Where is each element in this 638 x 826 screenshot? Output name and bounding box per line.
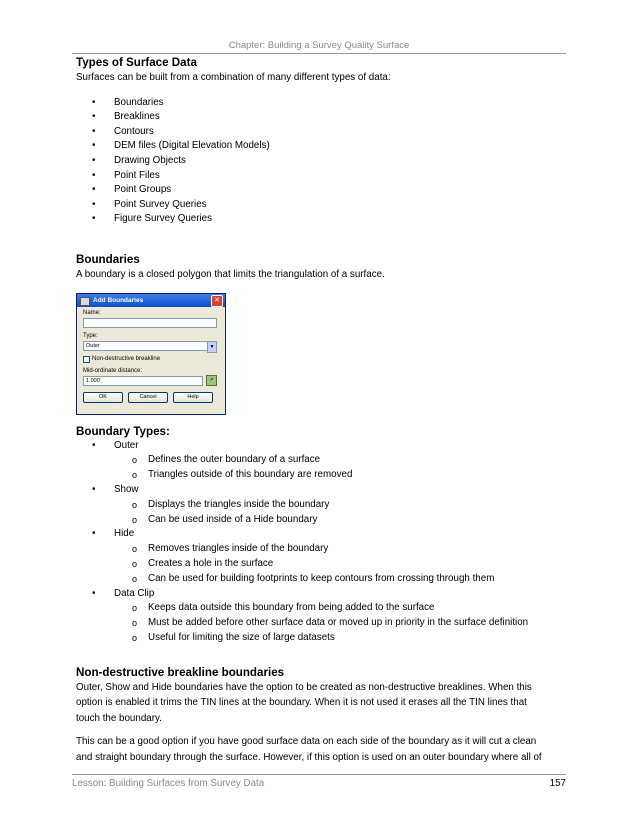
list-item: • Figure Survey Queries	[76, 212, 572, 227]
boundary-type-name: Data Clip	[114, 587, 155, 599]
sub-item: o Triangles outside of this boundary are removed	[76, 468, 572, 483]
footer-rule	[72, 774, 566, 775]
ok-button[interactable]: OK	[83, 392, 123, 403]
non-destructive-paragraph-2	[76, 734, 572, 765]
heading-boundary-types: Boundary Types:	[76, 424, 170, 438]
boundary-type-sublist	[114, 498, 572, 528]
heading-boundaries: Boundaries	[76, 252, 140, 266]
list-item: • Contours	[76, 125, 572, 140]
cancel-button[interactable]: Cancel	[128, 392, 168, 403]
dialog-title-bar	[77, 294, 225, 307]
list-item: • Point Groups	[76, 183, 572, 198]
sub-item: o Defines the outer boundary of a surface	[76, 453, 572, 468]
dialog-app-icon	[80, 297, 90, 306]
surface-data-list	[76, 96, 572, 227]
non-destructive-paragraph-1	[76, 680, 572, 727]
help-button[interactable]: Help	[173, 392, 213, 403]
name-label: Name:	[83, 309, 101, 316]
list-item: • Breaklines	[76, 110, 572, 125]
non-destructive-checkbox-row[interactable]	[83, 356, 219, 363]
text-line: This can be a good option if you have good surface data on each side of the boundary as it will cut a clean	[76, 736, 537, 748]
sub-item: o Can be used inside of a Hide boundary	[76, 513, 572, 528]
list-item: • Drawing Objects	[76, 154, 572, 169]
sub-item: o Removes triangles inside of the boundary	[76, 542, 572, 557]
boundary-type-name: Hide	[114, 528, 135, 540]
add-boundaries-dialog	[76, 293, 226, 415]
chevron-down-icon[interactable]: ▼	[207, 341, 217, 353]
text-line: and straight boundary through the surface. However, if this option is used on an outer boundary where all of	[76, 752, 542, 764]
dialog-buttons	[83, 392, 219, 403]
type-select-value: Outer	[86, 342, 100, 349]
boundary-types-list	[76, 439, 572, 646]
list-item: • Point Survey Queries	[76, 198, 572, 213]
boundary-type-sublist	[114, 453, 572, 483]
boundary-type-sublist	[114, 542, 572, 586]
name-input[interactable]	[83, 318, 217, 328]
non-destructive-checkbox[interactable]	[83, 356, 90, 363]
sub-item: o Keeps data outside this boundary from being added to the surface	[76, 601, 572, 616]
boundary-type-item	[76, 527, 572, 586]
boundary-type-sublist	[114, 601, 572, 645]
boundary-type-item	[76, 439, 572, 483]
boundary-type-name: Show	[114, 483, 139, 495]
sub-item: o Useful for limiting the size of large datasets	[76, 631, 572, 646]
list-item: • Boundaries	[76, 96, 572, 111]
pick-distance-icon[interactable]: ↗	[206, 375, 217, 386]
mid-ordinate-row	[83, 375, 219, 390]
boundary-type-name: Outer	[114, 439, 139, 451]
page-content	[76, 56, 572, 766]
heading-types-of-surface-data: Types of Surface Data	[76, 56, 197, 69]
header-rule	[72, 53, 566, 54]
sub-item: o Must be added before other surface data or moved up in priority in the surface definition	[76, 616, 572, 631]
text-line: Outer, Show and Hide boundaries have the option to be created as non-destructive breaklines. When this	[76, 681, 532, 693]
text-line: touch the boundary.	[76, 712, 162, 724]
close-icon[interactable]: ✕	[211, 295, 223, 307]
type-label: Type:	[83, 332, 98, 339]
boundary-type-item	[76, 483, 572, 527]
text-line: option is enabled it trims the TIN lines at the boundary. When it is not used it erases all the TIN lines that	[76, 697, 527, 709]
types-intro: Surfaces can be built from a combination of many different types of data:	[76, 72, 391, 83]
type-select[interactable]	[83, 341, 217, 351]
sub-item: o Can be used for building footprints to keep contours from crossing through them	[76, 572, 572, 587]
sub-item: o Creates a hole in the surface	[76, 557, 572, 572]
sub-item: o Displays the triangles inside the boundary	[76, 498, 572, 513]
footer-lesson: Lesson: Building Surfaces from Survey Data	[72, 778, 265, 789]
page-number: 157	[549, 778, 566, 789]
heading-non-destructive: Non-destructive breakline boundaries	[76, 665, 285, 679]
boundaries-intro: A boundary is a closed polygon that limits the triangulation of a surface.	[76, 268, 385, 280]
mid-ordinate-input[interactable]: 1.000'	[83, 376, 203, 386]
boundary-type-item	[76, 587, 572, 646]
dialog-title: Add Boundaries	[93, 296, 144, 304]
dialog-body	[83, 310, 219, 403]
list-item: • Point Files	[76, 169, 572, 184]
running-header: Chapter: Building a Survey Quality Surface	[228, 40, 410, 51]
mid-ordinate-label: Mid-ordinate distance:	[83, 367, 143, 374]
list-item: • DEM files (Digital Elevation Models)	[76, 139, 572, 154]
non-destructive-label: Non-destructive breakline	[92, 355, 161, 362]
